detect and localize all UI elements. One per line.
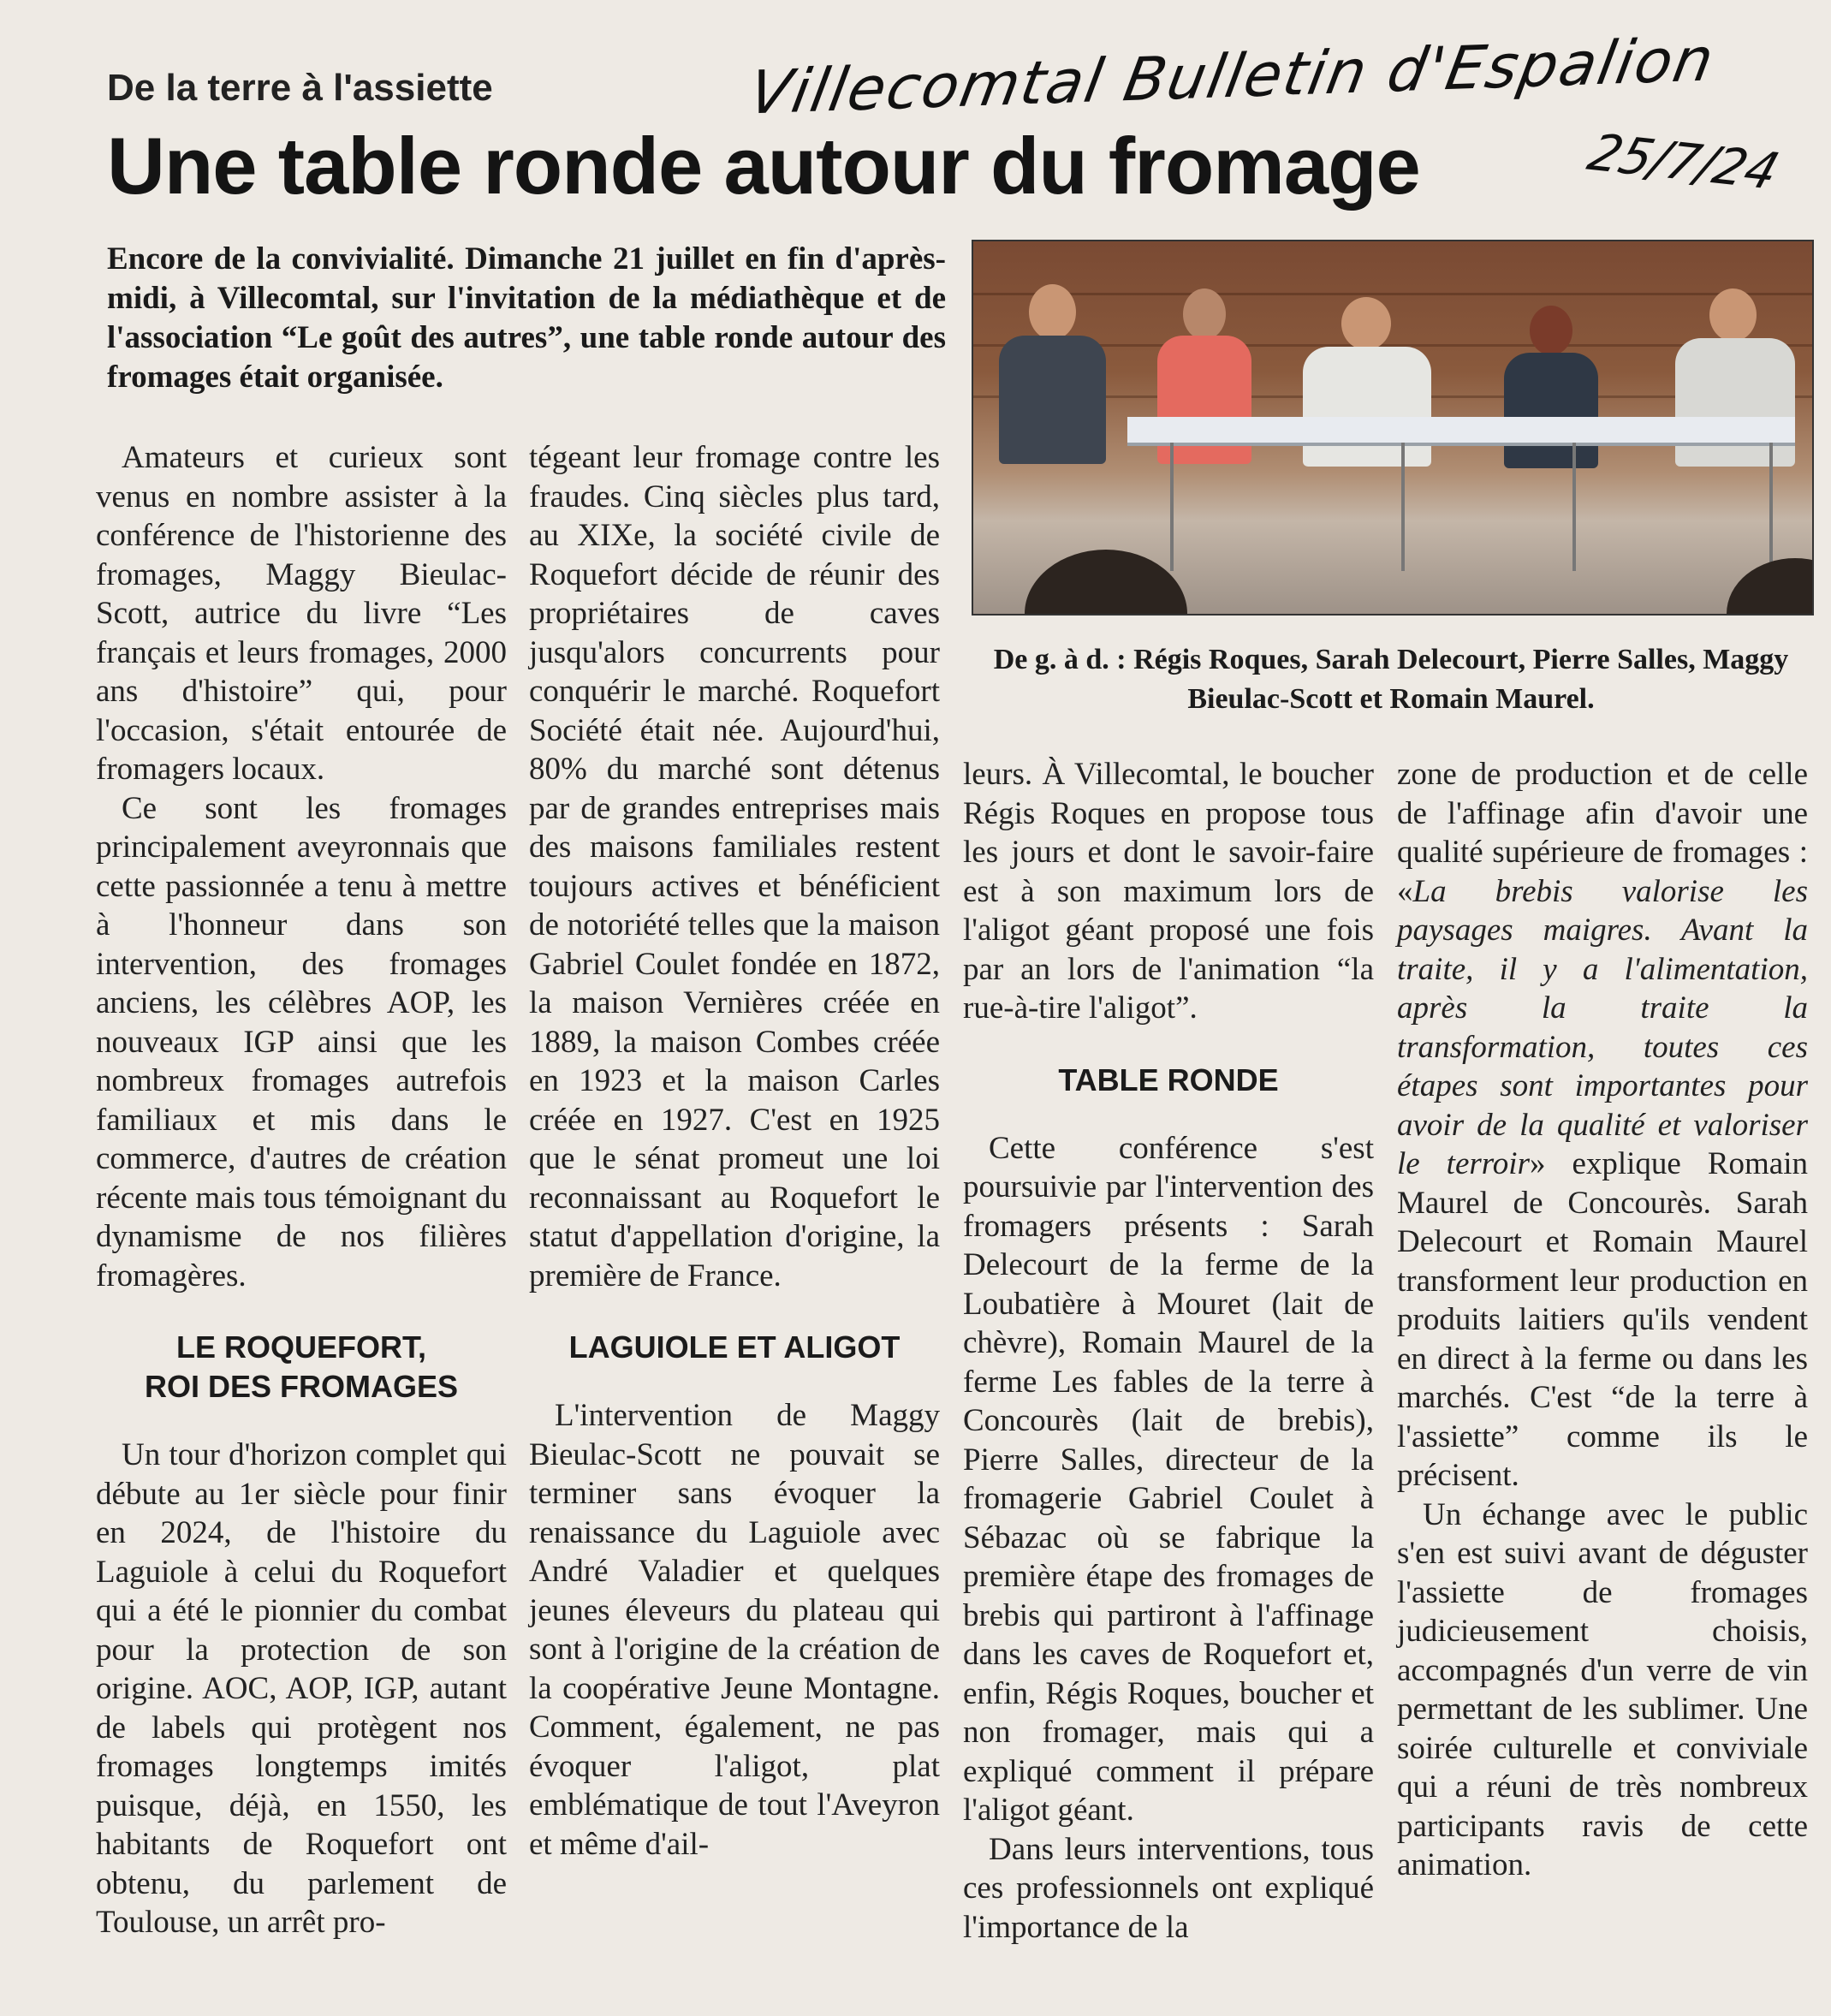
paragraph: Amateurs et curieux sont venus en nombre assister à la conférence de l'historienne des fromages, Maggy Bieulac-Scott, autrice du livre “Les français et leurs fromages, 2000 ans d'histoire” qui, pour l'occasion, s'était entourée de fromagers locaux.	[96, 440, 507, 787]
handwritten-date-note: 25/7/24	[1581, 122, 1786, 201]
subheading-roquefort	[96, 1328, 507, 1406]
subheading-table-ronde: TABLE RONDE	[1058, 1062, 1279, 1097]
paragraph: Un échange avec le public s'en est suivi avant de déguster l'assiette de fromages judicieusement choisis, accompagnés d'un verre de vin permettant de les sublimer. Une soirée culturelle et conviviale qui a réuni de très nombreux participants ravis de cette animation.	[1397, 1496, 1808, 1882]
subheading-line: LE ROQUEFORT,	[175, 1329, 426, 1365]
paragraph: Cette conférence s'est poursuivie par l'intervention des fromagers présents : Sarah Delecourt de la ferme de la Loubatière à Mouret (lait de chèvre), Romain Maurel de la ferme Les fables de la terre à Concourès (lait de brebis), Pierre Salles, directeur de la fromagerie Gabriel Coulet à Sébazac où se fabrique la première étape des fromages de brebis qui partiront à l'affinage dans les caves de Roquefort et, enfin, Régis Roques, boucher et non fromager, mais qui a expliqué comment il prépare l'aligot géant.	[963, 1130, 1374, 1828]
kicker: De la terre à l'assiette	[107, 67, 493, 109]
panel-photo	[972, 240, 1814, 616]
audience-head	[1025, 550, 1187, 616]
quote: La brebis valorise les paysages maigres. Avant la traite, il y a l'alimentation, après la traite la transformation, toutes ces étapes sont importantes pour avoir de la qualité et valoriser le terroir	[1397, 873, 1808, 1181]
audience-head	[1727, 558, 1814, 616]
subheading-laguiole: LAGUIOLE ET ALIGOT	[568, 1329, 901, 1365]
subheading-line: ROI DES FROMAGES	[144, 1369, 459, 1404]
text-run: » explique Romain Maurel de Concourès. Sarah Delecourt et Romain Maurel transforment leur production en produits laitiers qu'ils vendent en direct à la ferme ou dans les marchés. C'est “de la terre à l'assiette” comme ils le précisent.	[1397, 1146, 1808, 1493]
paragraph: Un tour d'horizon complet qui débute au 1er siècle pour finir en 2024, de l'histoire du Laguiole à celui du Roquefort qui a été le pionnier du combat pour la protection de son origine. AOC, AOP, IGP, autant de labels qui protègent nos fromages longtemps imités puisque, déjà, en 1550, les habitants de Roquefort ont obtenu, du parlement de Toulouse, un arrêt pro-	[96, 1437, 507, 1940]
paragraph	[1397, 755, 1808, 1496]
text-run: zone de production et de celle de l'affinage afin d'avoir une qualité supérieure de fromages : «	[1397, 757, 1808, 909]
headline: Une table ronde autour du fromage	[107, 121, 1420, 211]
lead-paragraph: Encore de la convivialité. Dimanche 21 juillet en fin d'après-midi, à Villecomtal, sur l'invitation de la médiathèque et de l'association “Le goût des autres”, une table ronde autour des fromages était organisée.	[107, 241, 946, 395]
handwritten-source-note: Villecomtal Bulletin d'Espalion	[743, 24, 1721, 128]
paragraph: leurs. À Villecomtal, le boucher Régis Roques en propose tous les jours et dont le savoir-faire est à son maximum lors de l'aligot géant proposé une fois par an lors de l'animation “la rue-à-tire l'aligot”.	[963, 757, 1374, 1026]
photo-caption: De g. à d. : Régis Roques, Sarah Delecourt, Pierre Salles, Maggy Bieulac-Scott et Romain Maurel.	[993, 644, 1789, 715]
paragraph: L'intervention de Maggy Bieulac-Scott ne pouvait se terminer sans évoquer la renaissance du Laguiole avec André Valadier et quelques jeunes éleveurs du plateau qui sont à l'origine de la création de la coopérative Jeune Montagne. Comment, également, ne pas évoquer l'aligot, plat emblématique de tout l'Aveyron et même d'ail-	[529, 1398, 940, 1862]
panel-table	[1127, 417, 1795, 446]
article-column-4	[1397, 755, 1808, 1885]
paragraph: tégeant leur fromage contre les fraudes. Cinq siècles plus tard, au XIXe, la société civile de Roquefort décide de réunir des propriétaires de caves jusqu'alors concurrents pour conquérir le marché. Roquefort Société était née. Aujourd'hui, 80% du marché sont détenus par de grandes entreprises mais des maisons familiales restent toujours actives et bénéficient de notoriété telles que la maison Gabriel Coulet fondée en 1872, la maison Vernières créée en 1889, la maison Combes créée en 1923 et la maison Carles créée en 1927. C'est en 1925 que le sénat promeut une loi reconnaissant au Roquefort le statut d'appellation d'origine, la première de France.	[529, 440, 940, 1293]
article-column-2	[529, 438, 940, 1864]
article-column-1	[96, 438, 507, 1942]
article-column-3	[963, 755, 1374, 1947]
paragraph: Ce sont les fromages principalement aveyronnais que cette passionnée a tenu à mettre à l'honneur dans son intervention, des fromages anciens, les célèbres AOP, les nouveaux IGP ainsi que les nombreux fromages autrefois familiaux et mis dans le commerce, d'autres de création récente mais tous témoignant du dynamisme de nos filières fromagères.	[96, 790, 507, 1293]
paragraph: Dans leurs interventions, tous ces professionnels ont expliqué l'importance de la	[963, 1831, 1374, 1945]
